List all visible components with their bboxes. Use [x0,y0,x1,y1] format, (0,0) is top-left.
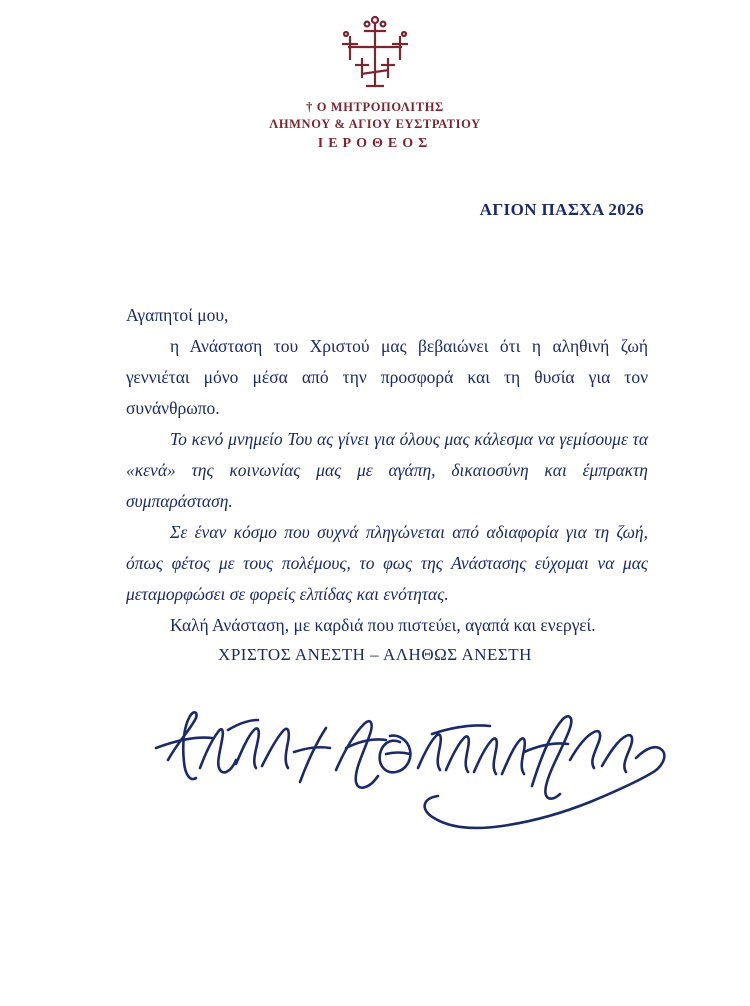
paragraph-4: Καλή Ανάσταση, με καρδιά που πιστεύει, αγαπά και ενεργεί. [170,615,596,635]
signature [150,690,670,850]
handwritten-signature-icon [150,690,670,850]
letterhead-line-1: † Ο ΜΗΤΡΟΠΟΛΙΤΗΣ [306,100,444,114]
paragraph-1: η Ανάσταση του Χριστού μας βεβαιώνει ότι η αληθινή ζωή γεννιέται μόνο μέσα από την προσφορά και τη θυσία για τον συνάνθρωπο. [126,336,648,418]
salutation: Αγαπητοί μου, [126,305,229,325]
paragraph-3: Σε έναν κόσμο που συχνά πληγώνεται από αδιαφορία για τη ζωή, όπως φέτος με τους πολέμους, το φως της Ανάστασης εύχομαι να μας μεταμορφώσει σε φορείς ελπίδας και ενότητας. [126,522,648,604]
occasion-title: ΑΓΙΟΝ ΠΑΣΧΑ 2026 [479,200,644,219]
letterhead [0,14,750,152]
orthodox-cross-crest-icon [320,14,430,92]
letterhead-line-2: ΛΗΜΝΟΥ & ΑΓΙΟΥ ΕΥΣΤΡΑΤΙΟΥ [269,117,481,131]
letterhead-line-3: ΙΕΡΟΘΕΟΣ [317,136,433,151]
paragraph-2: Το κενό μνημείο Του ας γίνει για όλους μας κάλεσμα να γεμίσουμε τα «κενά» της κοινωνίας μας με αγάπη, δικαιοσύνη και έμπρακτη συμπαράσταση. [126,429,648,511]
acclamation-line: ΧΡΙΣΤΟΣ ΑΝΕΣΤΗ – ΑΛΗΘΩΣ ΑΝΕΣΤΗ [218,645,532,664]
letter-body [126,300,648,641]
